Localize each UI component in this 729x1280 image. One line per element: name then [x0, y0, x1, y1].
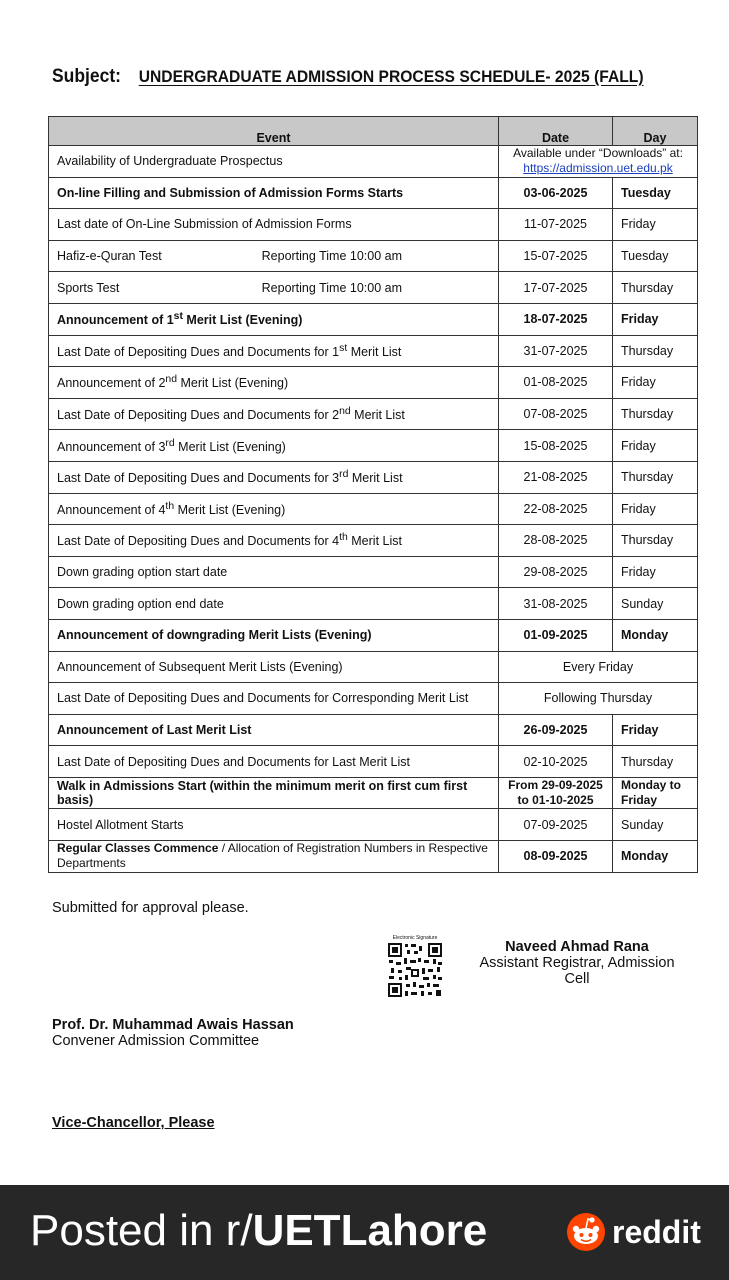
date-cell: 07-08-2025 [499, 398, 613, 430]
day-cell: Thursday [613, 398, 698, 430]
reddit-wordmark: reddit [612, 1213, 701, 1250]
admission-link[interactable]: https://admission.uet.edu.pk [523, 161, 673, 176]
table-row [49, 746, 698, 778]
table-row [49, 619, 698, 651]
reddit-logo[interactable] [566, 1212, 701, 1252]
date-cell [499, 146, 698, 178]
event-text-bold: Regular Classes Commence [57, 841, 219, 856]
event-text: Announcement of 2 [57, 376, 166, 391]
event-cell [49, 272, 499, 304]
event-text: Last Date of Depositing Dues and Documents for 4 [57, 534, 340, 549]
event-cell: Last Date of Depositing Dues and Documents for Corresponding Merit List [49, 683, 499, 715]
day-cell: Friday [613, 556, 698, 588]
signature-assistant-registrar [467, 939, 687, 987]
ordinal-suffix: rd [339, 469, 349, 481]
table-row [49, 461, 698, 493]
event-text: Last Date of Depositing Dues and Documents for 2 [57, 408, 340, 423]
date-cell: 11-07-2025 [499, 209, 613, 241]
subject-label: Subject: [52, 66, 121, 87]
subreddit-name[interactable]: UETLahore [252, 1206, 488, 1255]
day-cell: Tuesday [613, 177, 698, 209]
day-cell: Friday [613, 493, 698, 525]
event-text: Last Date of Depositing Dues and Documents for 3 [57, 471, 340, 486]
day-to: Friday [621, 793, 658, 808]
date-cell: 29-08-2025 [499, 556, 613, 588]
event-text: Hafiz-e-Quran Test [57, 249, 162, 264]
day-cell: Thursday [613, 335, 698, 367]
event-text: Merit List (Evening) [174, 439, 286, 454]
date-cell: 03-06-2025 [499, 177, 613, 209]
reporting-time: Reporting Time 10:00 am [261, 280, 402, 295]
posted-prefix: Posted in r/ [30, 1206, 253, 1255]
ordinal-suffix: nd [339, 405, 351, 417]
header-day: Day [613, 117, 698, 146]
table-row [49, 303, 698, 335]
event-cell: Down grading option end date [49, 588, 499, 620]
event-cell: Hostel Allotment Starts [49, 809, 499, 841]
table-row [49, 240, 698, 272]
event-cell [49, 367, 499, 399]
date-cell: 31-07-2025 [499, 335, 613, 367]
day-cell: Sunday [613, 588, 698, 620]
table-row [49, 146, 698, 178]
event-text: Announcement of 3 [57, 439, 166, 454]
date-cell: 28-08-2025 [499, 525, 613, 557]
event-cell [49, 525, 499, 557]
ordinal-suffix: th [339, 532, 348, 544]
table-row [49, 588, 698, 620]
day-cell: Friday [613, 430, 698, 462]
table-row [49, 177, 698, 209]
day-cell: Tuesday [613, 240, 698, 272]
table-row [49, 683, 698, 715]
event-text: / Allocation of Registration Numbers in Respective Departments [57, 841, 488, 871]
prospectus-note: Available under “Downloads” at: [513, 146, 683, 161]
date-cell: 17-07-2025 [499, 272, 613, 304]
event-cell: Walk in Admissions Start (within the minimum merit on first cum first basis) [49, 777, 499, 809]
day-cell: Thursday [613, 461, 698, 493]
event-text: Merit List (Evening) [182, 313, 303, 328]
event-cell [49, 303, 499, 335]
event-text: Merit List (Evening) [174, 502, 286, 517]
event-text: Announcement of 4 [57, 502, 166, 517]
event-cell: On-line Filling and Submission of Admission Forms Starts [49, 177, 499, 209]
day-cell: Friday [613, 714, 698, 746]
date-to: to 01-10-2025 [517, 793, 594, 808]
table-row [49, 493, 698, 525]
table-row [49, 209, 698, 241]
table-row [49, 651, 698, 683]
event-cell [49, 240, 499, 272]
day-from: Monday to [621, 778, 681, 793]
date-cell: 18-07-2025 [499, 303, 613, 335]
date-cell: 22-08-2025 [499, 493, 613, 525]
subject-title: UNDERGRADUATE ADMISSION PROCESS SCHEDULE- 2025 (FALL) [138, 67, 644, 86]
event-cell [49, 461, 499, 493]
posted-in-label[interactable] [30, 1206, 487, 1256]
event-text: Merit List [347, 344, 402, 359]
day-cell: Friday [613, 209, 698, 241]
signatory-name: Naveed Ahmad Rana [505, 939, 649, 955]
date-cell: 15-07-2025 [499, 240, 613, 272]
day-cell: Thursday [613, 272, 698, 304]
date-cell [499, 777, 613, 809]
event-text: Merit List [347, 534, 402, 549]
submitted-note: Submitted for approval please. [52, 900, 249, 916]
day-cell [613, 777, 698, 809]
table-row [49, 556, 698, 588]
event-cell: Last date of On-Line Submission of Admission Forms [49, 209, 499, 241]
event-cell [49, 841, 499, 873]
day-cell: Thursday [613, 525, 698, 557]
date-cell: 15-08-2025 [499, 430, 613, 462]
date-cell: 01-09-2025 [499, 619, 613, 651]
event-cell [49, 430, 499, 462]
signatory-title: Assistant Registrar, Admission Cell [479, 955, 675, 987]
date-cell: 26-09-2025 [499, 714, 613, 746]
event-cell [49, 335, 499, 367]
merged-date-cell: Every Friday [499, 651, 698, 683]
reddit-snoo-icon [566, 1212, 606, 1252]
event-cell [49, 398, 499, 430]
event-cell: Down grading option start date [49, 556, 499, 588]
signatory-name: Prof. Dr. Muhammad Awais Hassan [52, 1017, 294, 1033]
date-from: From 29-09-2025 [508, 778, 603, 793]
event-cell: Last Date of Depositing Dues and Documents for Last Merit List [49, 746, 499, 778]
day-cell: Monday [613, 841, 698, 873]
event-text: Merit List [350, 408, 405, 423]
date-cell: 21-08-2025 [499, 461, 613, 493]
table-row [49, 809, 698, 841]
event-text: Sports Test [57, 280, 120, 295]
merged-date-cell: Following Thursday [499, 683, 698, 715]
ordinal-suffix: st [173, 311, 183, 323]
header-event: Event [49, 117, 499, 146]
schedule-table [48, 116, 698, 873]
qr-caption: Electronic Signature [392, 935, 438, 941]
table-row [49, 841, 698, 873]
header-date: Date [499, 117, 613, 146]
event-text: Merit List [348, 471, 403, 486]
date-cell: 02-10-2025 [499, 746, 613, 778]
table-row [49, 398, 698, 430]
day-cell: Thursday [613, 746, 698, 778]
table-header-row [49, 117, 698, 146]
day-cell: Friday [613, 367, 698, 399]
reporting-time: Reporting Time 10:00 am [261, 249, 402, 264]
event-cell: Announcement of Subsequent Merit Lists (Evening) [49, 651, 499, 683]
date-cell: 07-09-2025 [499, 809, 613, 841]
event-text: Announcement of 1 [57, 313, 174, 328]
table-row [49, 525, 698, 557]
event-text: Last Date of Depositing Dues and Documents for 1 [57, 344, 340, 359]
event-cell: Availability of Undergraduate Prospectus [49, 146, 499, 178]
table-row [49, 714, 698, 746]
ordinal-suffix: rd [165, 437, 175, 449]
table-row [49, 272, 698, 304]
day-cell: Monday [613, 619, 698, 651]
day-cell: Sunday [613, 809, 698, 841]
event-cell [49, 493, 499, 525]
date-cell: 01-08-2025 [499, 367, 613, 399]
ordinal-suffix: nd [165, 374, 177, 386]
ordinal-suffix: st [339, 342, 348, 354]
event-cell: Announcement of downgrading Merit Lists (Evening) [49, 619, 499, 651]
signatory-title: Convener Admission Committee [52, 1033, 260, 1049]
event-cell: Announcement of Last Merit List [49, 714, 499, 746]
ordinal-suffix: th [165, 500, 175, 512]
qr-code-icon [387, 936, 443, 998]
day-cell: Friday [613, 303, 698, 335]
date-cell: 31-08-2025 [499, 588, 613, 620]
date-cell: 08-09-2025 [499, 841, 613, 873]
event-text: Merit List (Evening) [177, 376, 289, 391]
subject-line [52, 66, 644, 88]
table-row [49, 777, 698, 809]
vice-chancellor-line: Vice-Chancellor, Please [52, 1115, 215, 1131]
table-row [49, 430, 698, 462]
table-row [49, 367, 698, 399]
signature-convener [52, 1017, 294, 1049]
table-row [49, 335, 698, 367]
